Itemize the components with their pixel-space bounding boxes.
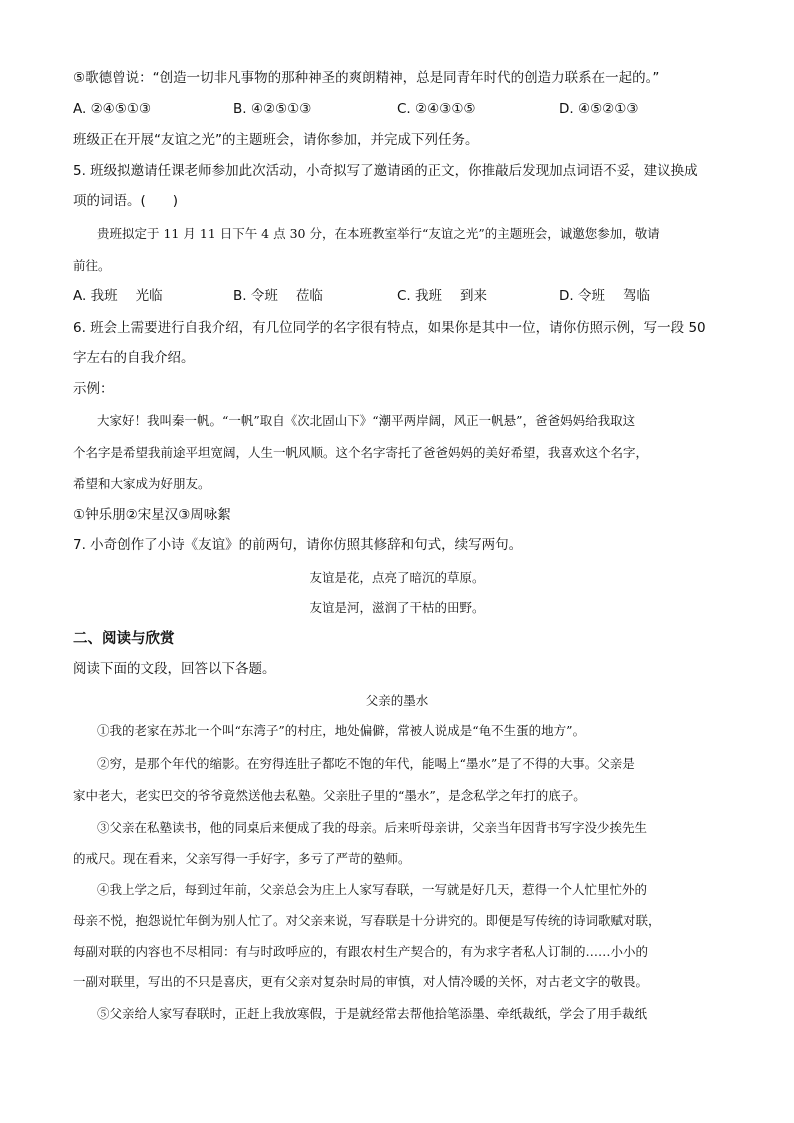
option-word-2: 驾临 (622, 288, 650, 304)
poem-line-1: 友谊是花，点亮了暗沉的草原。 (309, 570, 485, 585)
option-word-1: 令班 (577, 288, 605, 304)
student-names: ①钟乐朋②宋星汉③周咏絮 (73, 507, 231, 523)
paragraph-4-line-1: ④我上学之后，每到过年前，父亲总会为庄上人家写春联，一写就是好几天，惹得一个人忙里忙外的 (97, 882, 648, 897)
section-heading: 二、阅读与欣赏 (73, 631, 175, 647)
paragraph-5-line-1: ⑤父亲给人家写春联时，正赶上我放寒假，于是就经常去帮他拾笔添墨、牵纸裁纸，学会了用手裁纸 (97, 1006, 648, 1021)
q5-option-d (559, 287, 650, 305)
q5-option-a (73, 287, 163, 305)
paragraph-3-line-2: 的戒尺。现在看来，父亲写得一手好字，多亏了严苛的塾师。 (73, 851, 411, 866)
paragraph-4-line-4: 一副对联里，写出的不只是喜庆，更有父亲对复杂时局的审慎，对人情冷暖的关怀，对古老文字的敬畏。 (73, 974, 649, 989)
paragraph-2-line-2: 家中老大，老实巴交的爷爷竟然送他去私塾。父亲肚子里的“墨水”，是念私学之年打的底子。 (73, 788, 586, 803)
q4-option-d: D. ④⑤②①③ (559, 101, 639, 117)
example-line-2: 个名字是希望我前途平坦宽阔，人生一帆风顺。这个名字寄托了爸爸妈妈的美好希望，我喜欢这个名字， (73, 445, 649, 460)
reading-instruction: 阅读下面的文段，回答以下各题。 (73, 661, 276, 677)
invitation-line-1: 贵班拟定于 11 月 11 日下午 4 点 30 分，在本班教室举行“友谊之光”的主题班会，诚邀您参加，敬请 (97, 226, 660, 241)
q4-option-c: C. ②④③①⑤ (397, 101, 476, 117)
class-meeting-intro: 班级正在开展“友谊之光”的主题班会，请你参加，并完成下列任务。 (73, 132, 479, 148)
example-label: 示例： (73, 381, 114, 397)
q5-stem-line-2: 项的词语。( ) (73, 193, 179, 209)
q5-stem-line-1: 5. 班级拟邀请任课老师参加此次活动，小奇拟写了邀请函的正文，你推敲后发现加点词语不妥，建议换成 (73, 163, 698, 179)
q5-option-c (397, 287, 487, 305)
example-line-3: 希望和大家成为好朋友。 (73, 476, 211, 491)
option-word-1: 令班 (250, 288, 278, 304)
option-word-1: 我班 (90, 288, 118, 304)
paragraph-1: ①我的老家在苏北一个叫“东湾子”的村庄，地处偏僻，常被人说成是“龟不生蛋的地方”。 (97, 723, 586, 738)
option-letter: A. (73, 288, 87, 304)
paragraph-4-line-3: 每副对联的内容也不尽相同：有与时政呼应的，有跟农村生产契合的，有为求字者私人订制的……小小的 (73, 944, 649, 959)
q7-stem: 7. 小奇创作了小诗《友谊》的前两句，请你仿照其修辞和句式，续写两句。 (73, 537, 523, 553)
paragraph-3-line-1: ③父亲在私塾读书，他的同桌后来便成了我的母亲。后来听母亲讲，父亲当年因背书写字没少挨先生 (97, 820, 648, 835)
option-word-2: 莅临 (295, 288, 323, 304)
q6-stem-line-1: 6. 班会上需要进行自我介绍，有几位同学的名字很有特点，如果你是其中一位，请你仿照示例，写一段 50 (73, 320, 706, 336)
q4-option-b: B. ④②⑤①③ (233, 101, 312, 117)
option-letter: C. (397, 288, 411, 304)
option-word-2: 光临 (135, 288, 163, 304)
article-title: 父亲的墨水 (365, 693, 429, 708)
paragraph-2-line-1: ②穷，是那个年代的缩影。在穷得连肚子都吃不饱的年代，能喝上“墨水”是了不得的大事。父亲是 (97, 756, 635, 771)
poem-line-2: 友谊是河，滋润了干枯的田野。 (309, 600, 485, 615)
q6-stem-line-2: 字左右的自我介绍。 (73, 350, 195, 366)
option-letter: B. (233, 288, 247, 304)
q4-option-a: A. ②④⑤①③ (73, 101, 152, 117)
invitation-line-2: 前往。 (73, 258, 111, 273)
paragraph-4-line-2: 母亲不悦，抱怨说忙年倒为别人忙了。对父亲来说，写春联是十分讲究的。即便是写传统的诗词歌赋对联， (73, 913, 661, 928)
option-letter: D. (559, 288, 574, 304)
option-word-2: 到来 (460, 288, 488, 304)
example-line-1: 大家好！我叫秦一帆。“一帆”取自《次北固山下》“潮平两岸阔，风正一帆悬”，爸爸妈妈给我取这 (97, 413, 636, 428)
q5-option-b (233, 287, 323, 305)
option-word-1: 我班 (415, 288, 443, 304)
goethe-quote: ⑤歌德曾说：“创造一切非凡事物的那种神圣的爽朗精神，总是同青年时代的创造力联系在一起的。” (73, 70, 660, 86)
